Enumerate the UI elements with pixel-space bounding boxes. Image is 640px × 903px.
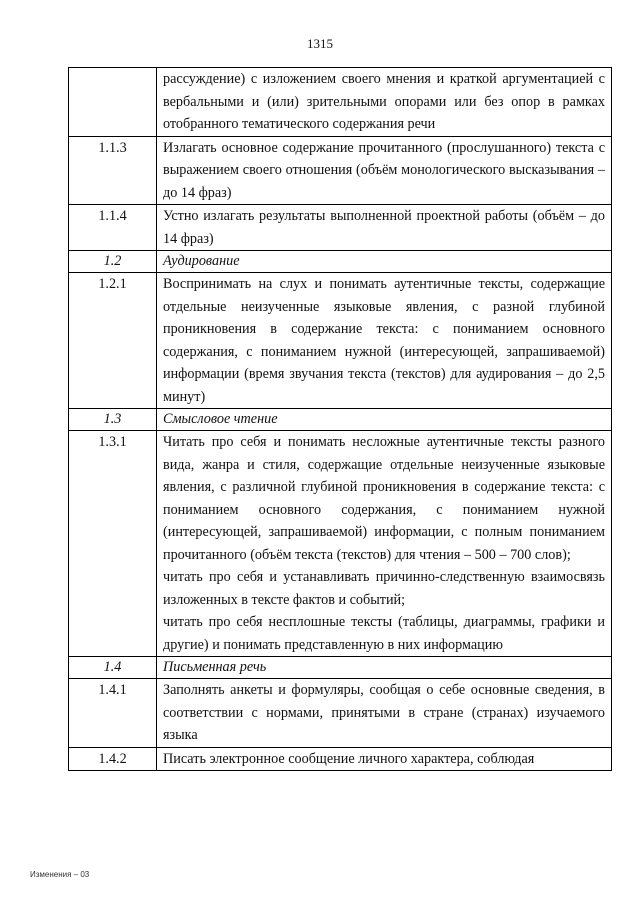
page-number: 1315 bbox=[307, 36, 333, 51]
section-row bbox=[69, 657, 612, 679]
row-content bbox=[157, 136, 612, 205]
row-number: 1.1.4 bbox=[69, 205, 157, 251]
section-title bbox=[157, 409, 612, 431]
curriculum-table bbox=[68, 67, 612, 771]
row-number: 1.3.1 bbox=[69, 431, 157, 657]
row-number: 1.4.2 bbox=[69, 747, 157, 771]
section-row bbox=[69, 251, 612, 273]
row-paragraph: рассуждение) с изложением своего мнения и краткой аргументацией с вербальными и (или) зрительными опорами или без опор в рамках отобранного тематического содержания речи bbox=[163, 71, 605, 132]
row-paragraph: Читать про себя и понимать несложные аутентичные тексты разного вида, жанра и стиля, содержащие отдельные неизученные языковые явления, с различной глубиной проникновения в содержание текста: с пониманием основного содержания, с пониманием нужной (интересующей, запрашиваемой) информации, с полным пониманием прочитанного (объём текста (текстов) для чтения – 500 – 700 слов); bbox=[163, 434, 605, 563]
table-row bbox=[69, 747, 612, 771]
row-paragraph: Смысловое чтение bbox=[163, 411, 278, 427]
table-row bbox=[69, 205, 612, 251]
row-paragraph: Заполнять анкеты и формуляры, сообщая о себе основные сведения, в соответствии с нормами, принятыми в стране (странах) изучаемого языка bbox=[163, 682, 605, 743]
row-content bbox=[157, 273, 612, 409]
row-number bbox=[69, 68, 157, 137]
row-content bbox=[157, 205, 612, 251]
row-paragraph: Писать электронное сообщение личного характера, соблюдая bbox=[163, 750, 535, 767]
row-content bbox=[157, 68, 612, 137]
row-paragraph: читать про себя несплошные тексты (таблицы, диаграммы, графики и другие) и понимать представленную в них информацию bbox=[163, 614, 605, 653]
row-content bbox=[157, 431, 612, 657]
row-content bbox=[157, 679, 612, 748]
section-title bbox=[157, 657, 612, 679]
table-row bbox=[69, 136, 612, 205]
row-paragraph: Аудирование bbox=[163, 253, 240, 269]
row-paragraph: Излагать основное содержание прочитанного (прослушанного) текста с выражением своего отношения (объём монологического высказывания – до 14 фраз) bbox=[163, 139, 605, 201]
row-number: 1.3 bbox=[69, 409, 157, 431]
row-number: 1.1.3 bbox=[69, 136, 157, 205]
row-paragraph: читать про себя и устанавливать причинно-следственную взаимосвязь изложенных в тексте фактов и событий; bbox=[163, 569, 605, 608]
row-number: 1.4.1 bbox=[69, 679, 157, 748]
row-number: 1.4 bbox=[69, 657, 157, 679]
table-row bbox=[69, 679, 612, 748]
row-paragraph: Письменная речь bbox=[163, 659, 267, 675]
row-number: 1.2.1 bbox=[69, 273, 157, 409]
row-content bbox=[157, 747, 612, 771]
section-row bbox=[69, 409, 612, 431]
row-paragraph: Воспринимать на слух и понимать аутентичные тексты, содержащие отдельные неизученные языковые явления, с разной глубиной проникновения в содержание текста: с пониманием основного содержания, с пониманием нужной (интересующей, запрашиваемой) информации (время звучания текста (текстов) для аудирования – до 2,5 минут) bbox=[163, 276, 605, 405]
footer-revision: Изменения – 03 bbox=[30, 870, 90, 879]
table-row bbox=[69, 68, 612, 137]
table-row bbox=[69, 273, 612, 409]
row-number: 1.2 bbox=[69, 251, 157, 273]
section-title bbox=[157, 251, 612, 273]
table-body bbox=[69, 68, 612, 771]
row-paragraph: Устно излагать результаты выполненной проектной работы (объём – до 14 фраз) bbox=[163, 208, 605, 247]
table-row bbox=[69, 431, 612, 657]
